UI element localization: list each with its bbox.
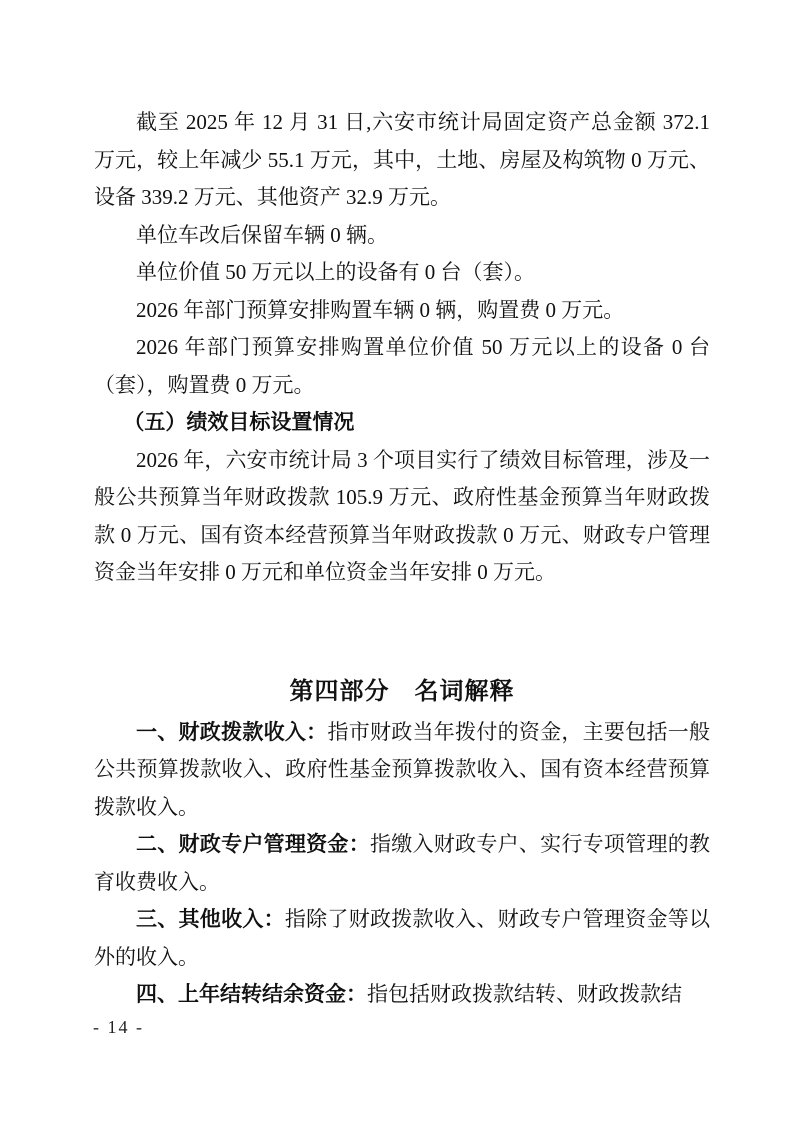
heading-performance-targets: （五）绩效目标设置情况 — [123, 411, 355, 434]
paragraph-equipment-purchase-2026: 2026 年部门预算安排购置单位价值 50 万元以上的设备 0 台（套），购置费 0 万元。 — [94, 335, 710, 397]
term-text-special-account-funds: 指缴入财政专户、实行专项管理的教育收费收入。 — [94, 832, 711, 894]
term-lead-carryover-funds: 四、上年结转结余资金： — [136, 983, 367, 1006]
term-lead-fiscal-appropriation-income: 一、财政拨款收入： — [136, 720, 328, 744]
term-text-other-income: 指除了财政拨款收入、财政专户管理资金等以外的收入。 — [94, 907, 711, 969]
paragraph-vehicles-retained: 单位车改后保留车辆 0 辆。 — [136, 222, 388, 247]
paragraph-fixed-assets: 截至 2025 年 12 月 31 日,六安市统计局固定资产总金额 372.1 万元，较上年减少 55.1 万元，其中，土地、房屋及构筑物 0 万元、设备 339.2 万元、其他资产 32.9 万元。 — [94, 110, 710, 209]
document-content — [94, 104, 710, 1014]
paragraph-equipment-over-50: 单位价值 50 万元以上的设备有 0 台（套）。 — [136, 260, 535, 284]
term-lead-other-income: 三、其他收入： — [136, 908, 285, 931]
page-number: - 14 - — [93, 1017, 144, 1037]
heading-part-four: 第四部分 名词解释 — [289, 677, 515, 705]
paragraph-vehicle-purchase-2026: 2026 年部门预算安排购置车辆 0 辆，购置费 0 万元。 — [136, 297, 625, 322]
term-lead-special-account-funds: 二、财政专户管理资金： — [136, 833, 370, 856]
term-text-fiscal-appropriation-income: 指市财政当年拨付的资金，主要包括一般公共预算拨款收入、政府性基金预算拨款收入、国有资本经营预算拨款收入。 — [94, 719, 711, 819]
term-fiscal-appropriation-income — [94, 714, 710, 827]
term-carryover-funds — [94, 976, 710, 1014]
paragraph-performance-body: 2026 年，六安市统计局 3 个项目实行了绩效目标管理，涉及一般公共预算当年财政拨款 105.9 万元、政府性基金预算当年财政拨款 0 万元、国有资本经营预算当年财政拨款 0 万元、财政专户管理资金当年安排 0 万元和单位资金当年安排 0 万元。 — [94, 447, 710, 584]
term-other-income — [94, 901, 710, 976]
term-special-account-funds — [94, 826, 710, 901]
term-text-carryover-funds: 指包括财政拨款结转、财政拨款结 — [367, 982, 682, 1006]
